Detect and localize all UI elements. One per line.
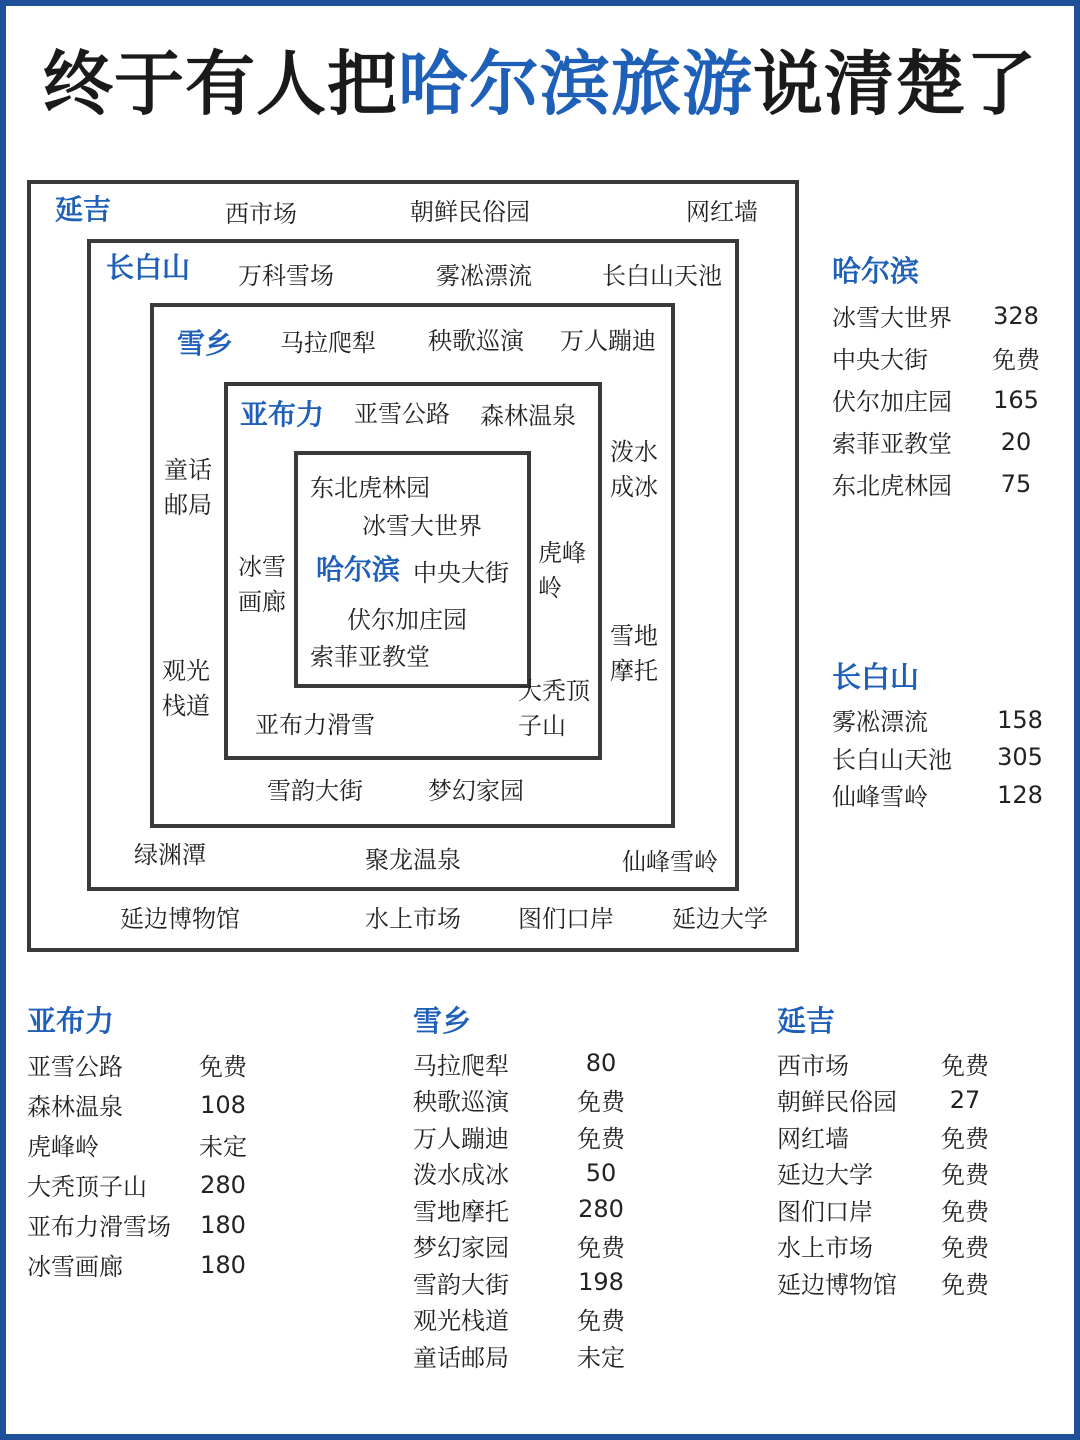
legend-row [777,1264,1003,1301]
legend-row [777,1191,1003,1228]
legend-row [27,1165,254,1205]
spot-label: 马拉爬犁 [280,329,376,357]
legend-spot-name: 仙峰雪岭 [832,783,928,812]
legend-spot-name: 亚雪公路 [27,1053,123,1082]
legend-changbaishan [832,660,1056,813]
spot-label: 冰雪大世界 [362,512,482,540]
spot-label: 仙峰雪岭 [622,848,718,876]
legend-spot-name: 亚布力滑雪场 [27,1213,171,1242]
legend-spot-name: 虎峰岭 [27,1133,99,1162]
spot-label: 雪韵大街 [267,777,363,805]
spot-label: 延边博物馆 [120,905,240,933]
legend-yabuli [27,1004,254,1285]
legend-spot-name: 大秃顶子山 [27,1173,147,1202]
page-title [0,42,1080,126]
legend-price: 108 [200,1090,246,1119]
legend-price: 免费 [941,1124,989,1153]
legend-price: 免费 [941,1197,989,1226]
legend-price: 免费 [941,1161,989,1190]
legend-spot-name: 朝鲜民俗园 [777,1088,897,1117]
legend-spot-name: 延边博物馆 [777,1270,897,1299]
legend-price: 280 [200,1170,246,1199]
legend-row [832,421,1048,463]
legend-price: 305 [997,743,1043,772]
legend-spot-name: 伏尔加庄园 [832,388,952,417]
legend-spot-name: 冰雪大世界 [832,304,952,333]
spot-label: 水上市场 [365,905,461,933]
legend-title: 亚布力 [27,1004,115,1038]
legend-price: 20 [1000,427,1032,456]
legend-row [832,701,1056,739]
region-name-yabuli: 亚布力 [240,398,325,431]
legend-row [413,1227,649,1264]
spot-label: 雾凇漂流 [436,262,532,290]
title-highlight: 哈尔滨旅游 [398,43,753,125]
legend-spot-name: 网红墙 [777,1124,849,1153]
spot-label: 虎峰岭 [538,539,586,602]
spot-label: 梦幻家园 [428,777,524,805]
spot-label: 中央大街 [413,559,509,587]
legend-price: 328 [993,301,1039,330]
legend-xuexiang [413,1004,649,1373]
legend-spot-name: 中央大街 [832,346,928,375]
region-name-xuexiang: 雪乡 [177,327,234,360]
legend-spot-name: 索菲亚教堂 [832,430,952,459]
title-part-2: 说清楚了 [753,43,1037,125]
legend-row [413,1264,649,1301]
legend-spot-name: 泼水成冰 [413,1161,509,1190]
spot-label: 亚雪公路 [354,400,450,428]
legend-price: 158 [997,705,1043,734]
spot-label: 森林温泉 [480,402,576,430]
legend-price: 免费 [577,1088,625,1117]
legend-title: 雪乡 [413,1004,472,1038]
spot-label: 索菲亚教堂 [310,643,430,671]
legend-row [27,1125,254,1165]
legend-row [777,1154,1003,1191]
legend-spot-name: 雪地摩托 [413,1197,509,1226]
legend-row [413,1154,649,1191]
legend-price: 免费 [577,1234,625,1263]
legend-row [832,337,1048,379]
region-name-yanji: 延吉 [55,193,112,226]
spot-label: 东北虎林园 [310,474,430,502]
spot-label: 童话邮局 [164,456,212,519]
legend-row [832,738,1056,776]
spot-label: 伏尔加庄园 [347,606,467,634]
spot-label: 聚龙温泉 [365,846,461,874]
legend-row [27,1245,254,1285]
spot-label: 雪地摩托 [610,622,658,685]
legend-harbin [832,254,1048,505]
legend-spot-name: 雾凇漂流 [832,708,928,737]
legend-yanji [777,1004,1003,1300]
legend-row [413,1045,649,1082]
legend-spot-name: 森林温泉 [27,1093,123,1122]
legend-price: 未定 [199,1133,247,1162]
legend-price: 免费 [577,1307,625,1336]
legend-spot-name: 冰雪画廊 [27,1253,123,1282]
legend-row [777,1045,1003,1082]
legend-row [27,1085,254,1125]
legend-price: 280 [578,1195,624,1224]
legend-spot-name: 长白山天池 [832,745,952,774]
legend-row [413,1081,649,1118]
legend-row [413,1118,649,1155]
legend-title: 哈尔滨 [832,254,920,288]
legend-price: 180 [200,1210,246,1239]
legend-spot-name: 水上市场 [777,1234,873,1263]
spot-label: 大秃顶子山 [518,677,590,740]
legend-title: 延吉 [777,1004,836,1038]
legend-row [27,1045,254,1085]
spot-label: 长白山天池 [602,262,722,290]
region-name-harbin: 哈尔滨 [316,553,401,586]
spot-label: 朝鲜民俗园 [410,198,530,226]
legend-spot-name: 西市场 [777,1051,849,1080]
legend-spot-name: 图们口岸 [777,1197,873,1226]
legend-price: 50 [585,1158,617,1187]
legend-spot-name: 东北虎林园 [832,472,952,501]
spot-label: 冰雪画廊 [238,553,286,616]
spot-label: 延边大学 [672,905,768,933]
spot-label: 泼水成冰 [610,438,658,501]
legend-row [27,1205,254,1245]
spot-label: 万人蹦迪 [560,327,656,355]
legend-price: 免费 [941,1234,989,1263]
legend-row [777,1227,1003,1264]
legend-price: 180 [200,1250,246,1279]
legend-spot-name: 梦幻家园 [413,1234,509,1263]
legend-price: 128 [997,780,1043,809]
legend-spot-name: 万人蹦迪 [413,1124,509,1153]
legend-price: 27 [949,1085,981,1114]
legend-title: 长白山 [832,660,920,694]
legend-row [777,1118,1003,1155]
legend-price: 未定 [577,1343,625,1372]
legend-spot-name: 延边大学 [777,1161,873,1190]
legend-price: 198 [578,1268,624,1297]
region-name-changbaishan: 长白山 [106,251,191,284]
legend-spot-name: 雪韵大街 [413,1270,509,1299]
legend-spot-name: 秧歌巡演 [413,1088,509,1117]
spot-label: 图们口岸 [518,905,614,933]
legend-row [413,1300,649,1337]
legend-spot-name: 观光栈道 [413,1307,509,1336]
legend-price: 75 [1000,469,1032,498]
legend-row [832,379,1048,421]
legend-spot-name: 马拉爬犁 [413,1051,509,1080]
legend-price: 免费 [941,1270,989,1299]
legend-row [832,776,1056,814]
title-part-1: 终于有人把 [43,43,398,125]
legend-price: 免费 [199,1053,247,1082]
spot-label: 观光栈道 [162,657,210,720]
legend-price: 免费 [577,1124,625,1153]
spot-label: 西市场 [225,200,297,228]
spot-label: 亚布力滑雪 [255,711,375,739]
spot-label: 绿渊潭 [134,841,206,869]
legend-price: 80 [585,1049,617,1078]
legend-price: 免费 [992,346,1040,375]
legend-spot-name: 童话邮局 [413,1343,509,1372]
spot-label: 秧歌巡演 [428,327,524,355]
legend-row [777,1081,1003,1118]
legend-price: 免费 [941,1051,989,1080]
spot-label: 网红墙 [686,198,758,226]
legend-price: 165 [993,385,1039,414]
legend-row [832,295,1048,337]
legend-row [832,463,1048,505]
legend-row [413,1337,649,1374]
spot-label: 万科雪场 [238,262,334,290]
legend-row [413,1191,649,1228]
